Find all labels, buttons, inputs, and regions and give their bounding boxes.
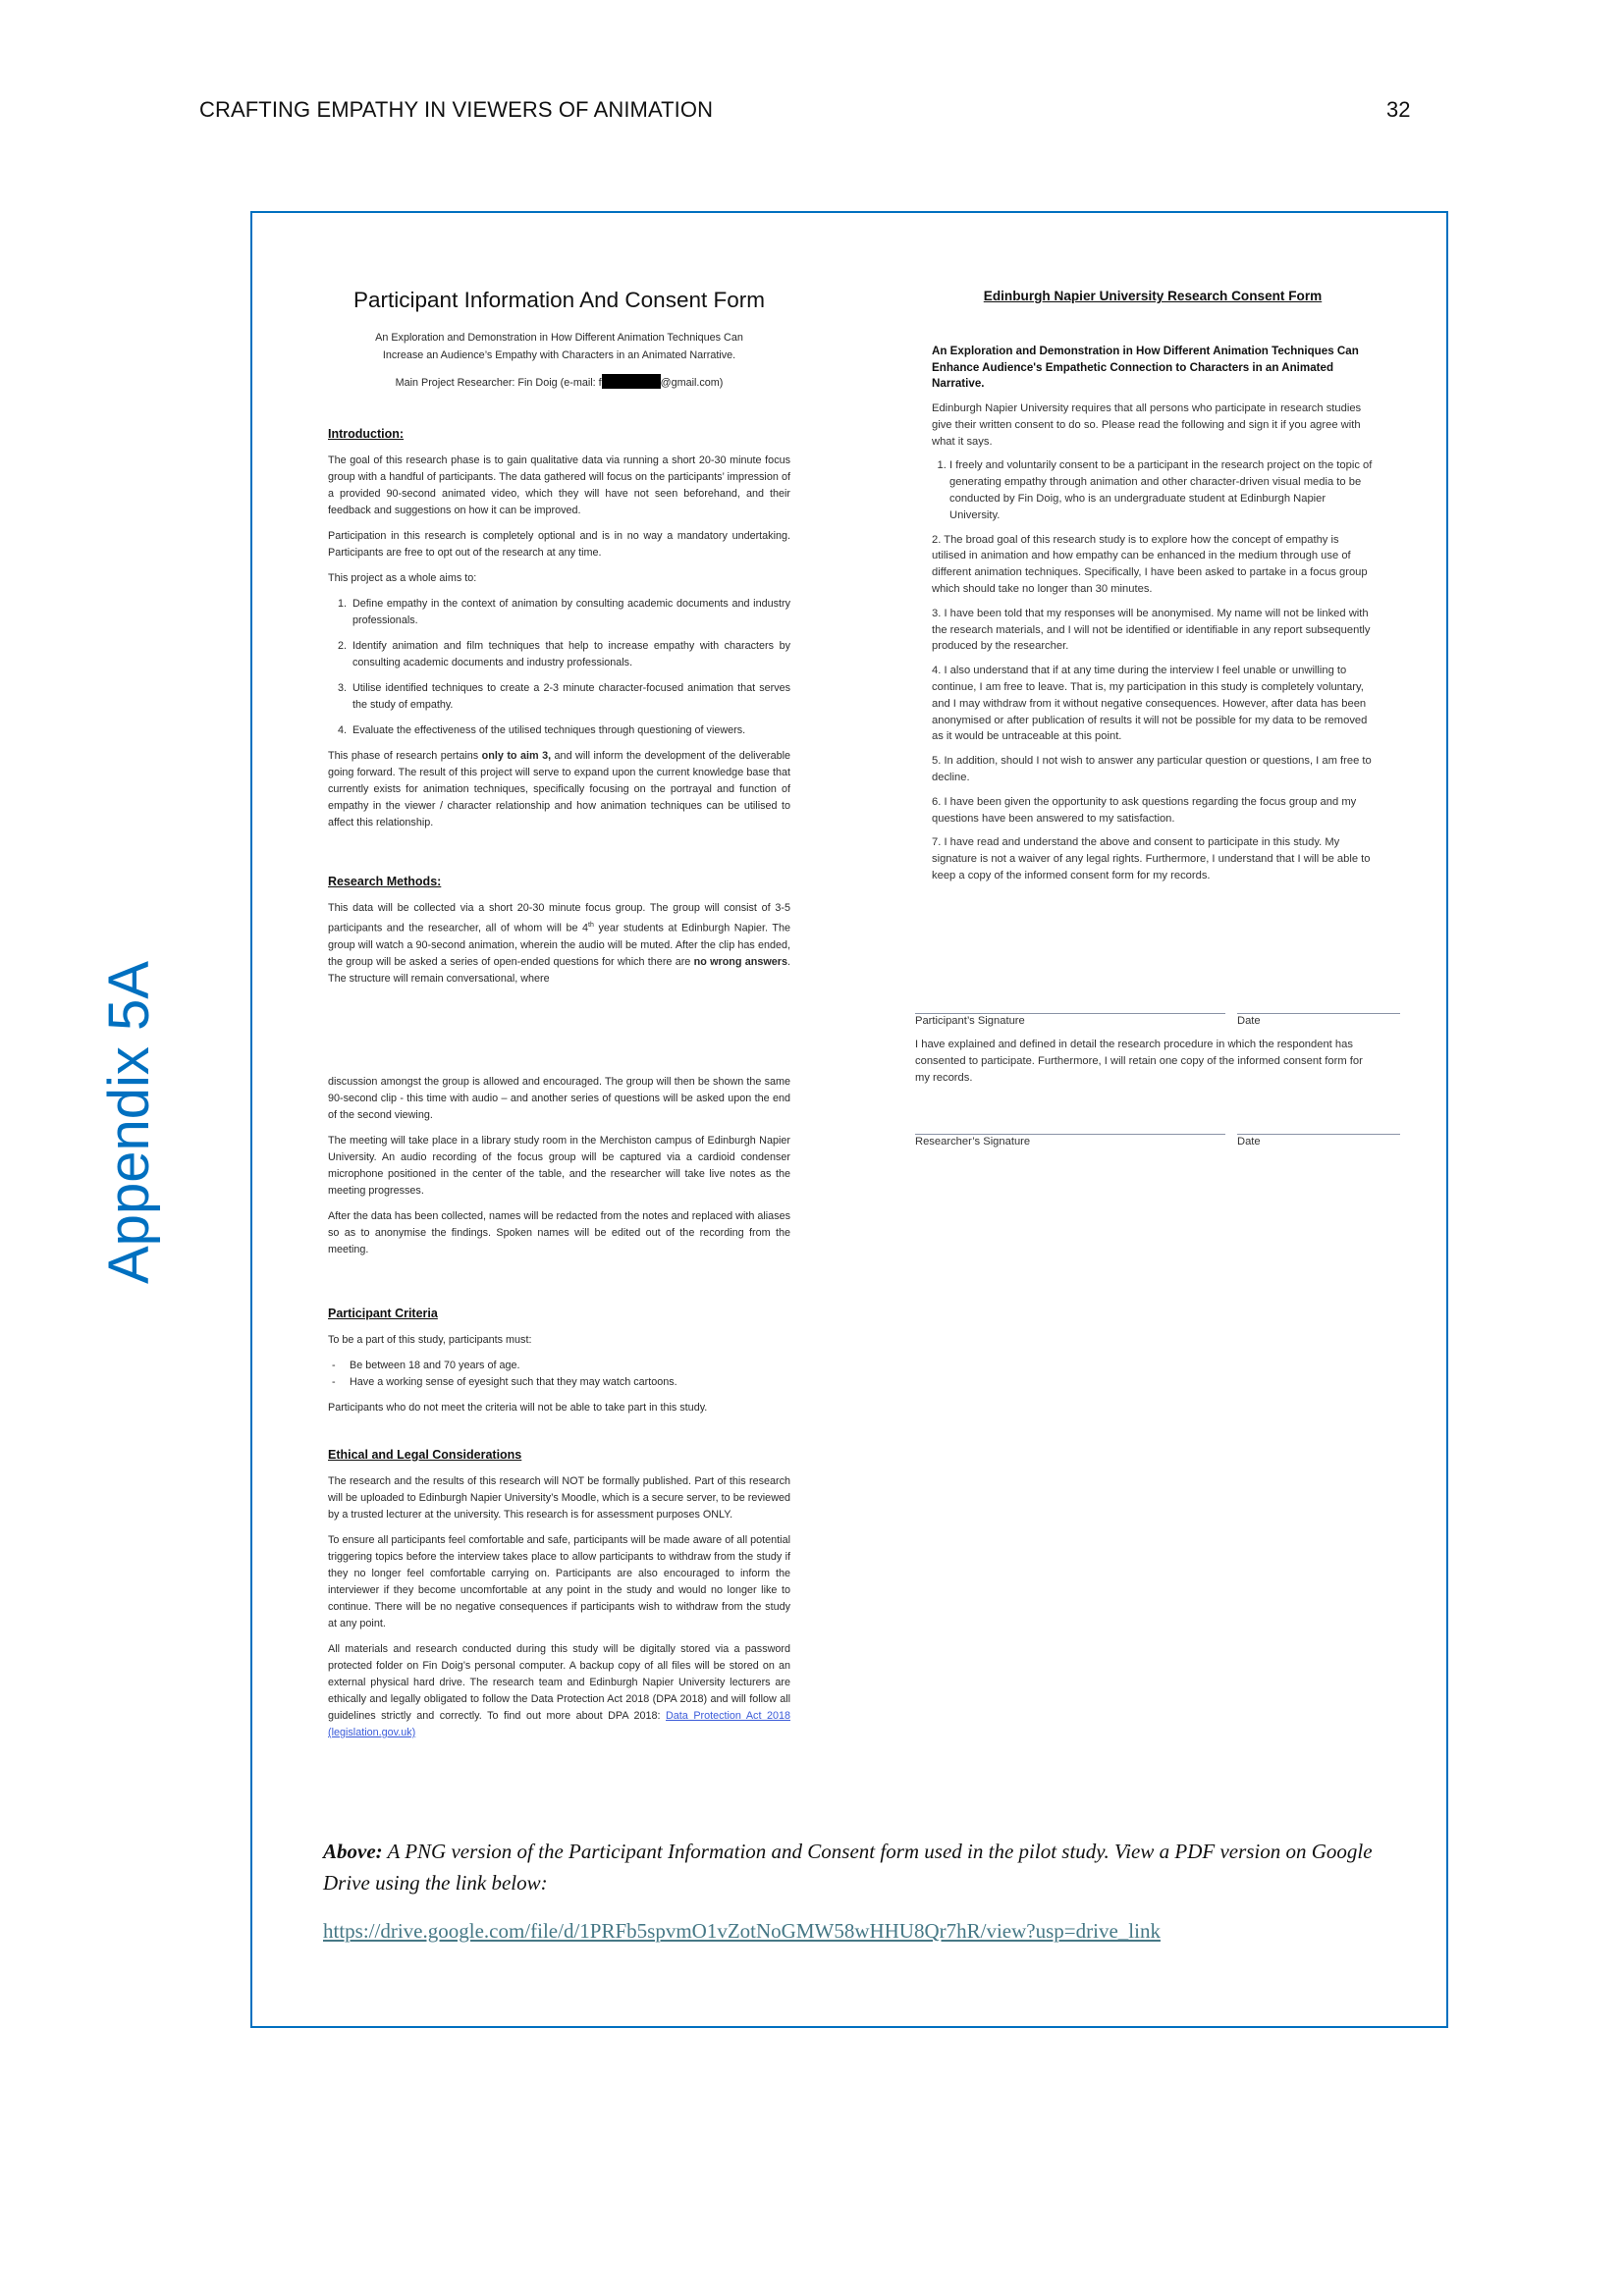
aims-intro: This project as a whole aims to:	[328, 572, 477, 584]
participant-date-label: Date	[1237, 1015, 1261, 1027]
intro-paragraph: The goal of this research phase is to gain qualitative data via running a short 20-30 minute focus group with a handful of participants. The data gathered will focus on the participants’ impression of a provided 90-second animated video, which they will have not seen beforehand, and their feedback and suggestions on how it can be improved.	[328, 454, 790, 516]
aim-item: 4. Evaluate the effectiveness of the utilised techniques through questioning of viewers.	[350, 722, 790, 739]
aims-list	[328, 596, 790, 739]
ethics-section	[328, 1447, 790, 1750]
text: All materials and research conducted during this study will be digitally stored via a password protected folder on Fin Doig’s personal computer. A backup copy of all files will be stored on an external physical hard drive. The research team and Edinburgh Napier University lecturers are ethically and legally obligated to follow the Data Protection Act 2018 (DPA 2018) and will follow all guidelines strictly and correctly. To find out more about DPA 2018:	[328, 1643, 790, 1722]
methods-section	[328, 874, 790, 996]
consent-item: 1. I freely and voluntarily consent to be a participant in the research project on the topic of generating empathy through animation and other character-driven visual media to be conducted by Fin Doig, who is an undergraduate student at Edinburgh Napier University.	[949, 457, 1374, 523]
participant-signature-label: Participant’s Signature	[915, 1015, 1025, 1027]
info-form-subtitle	[328, 329, 790, 364]
info-form-title: Participant Information And Consent Form	[353, 288, 765, 312]
consent-item: 7. I have read and understand the above and consent to participate in this study. My signature is not a waiver of any legal rights. Furthermore, I understand that I will be able to keep a copy of the informed consent form for my records.	[932, 836, 1371, 881]
criteria-item: - Have a working sense of eyesight such that they may watch cartoons.	[328, 1374, 790, 1391]
aim-item: 2. Identify animation and film techniques that help to increase empathy with characters by consulting academic documents and industry professionals.	[350, 638, 790, 671]
subtitle-line-1: An Exploration and Demonstration in How Different Animation Techniques Can	[375, 332, 743, 344]
methods-paragraph: The meeting will take place in a library study room in the Merchiston campus of Edinburgh Napier University. An audio recording of the focus group will be captured via a cardioid condenser microphone positioned in the center of the table, and the researcher will take live notes as the meeting progresses.	[328, 1135, 790, 1197]
caption-text: A PNG version of the Participant Information and Consent form used in the pilot study. View a PDF version on Google Drive using the link below:	[323, 1840, 1373, 1895]
text: and will inform the development of the deliverable going forward. The result of this project will serve to expand upon the current knowledge base that currently exists for animation techniques, specifically focusing on the portrayal and function of empathy in the viewer / character relationship and how animation techniques can be utilised to affect this relationship.	[328, 750, 790, 828]
criteria-intro: To be a part of this study, participants must:	[328, 1334, 532, 1346]
methods-paragraph: After the data has been collected, names will be redacted from the notes and replaced with aliases so as to anonymise the findings. Spoken names will be edited out of the recording from the meeting.	[328, 1210, 790, 1255]
ethics-paragraph: The research and the results of this research will NOT be formally published. Part of this research will be uploaded to Edinburgh Napier University’s Moodle, which is a secure server, to be reviewed by a trusted lecturer at the university. This research is for assessment purposes ONLY.	[328, 1475, 790, 1521]
subtitle-line-2: Increase an Audience’s Empathy with Characters in an Animated Narrative.	[382, 349, 736, 361]
criteria-item: - Be between 18 and 70 years of age.	[328, 1358, 790, 1374]
consent-body	[932, 400, 1374, 892]
text: year students at Edinburgh Napier. The group will watch a 90-second animation, wherein the audio will be muted. After the clip has ended, the group will be asked a series of open-ended questions for which there are	[328, 922, 791, 968]
introduction-heading: Introduction:	[328, 427, 405, 441]
researcher-date-line[interactable]	[1237, 1134, 1400, 1135]
google-drive-link[interactable]: https://drive.google.com/file/d/1PRFb5spvmO1vZotNoGMW58wHHU8Qr7hR/view?usp=drive_link	[323, 1919, 1161, 1943]
methods-heading: Research Methods:	[328, 875, 442, 888]
text: . The structure will remain conversational, where	[328, 955, 790, 985]
bold-text: no wrong answers	[693, 955, 787, 968]
text: This data will be collected via a short 20-30 minute focus group. The group will consist of 3-5 participants and the researcher, all of whom will be 4	[328, 902, 790, 934]
appendix-label: Appendix 5A	[97, 961, 161, 1284]
researcher-signature-label: Researcher’s Signature	[915, 1136, 1031, 1148]
consent-item: 4. I also understand that if at any time during the interview I feel unable or unwilling to continue, I am free to leave. That is, my participation in this study is completely voluntary, and I may withdraw from it without negative consequences. However, after data has been anonymised or after publication of results it will not be possible for my data to be removed as it would be untraceable at this point.	[932, 665, 1368, 743]
ethics-paragraph: To ensure all participants feel comfortable and safe, participants will be made aware of all potential triggering topics before the interview takes place to allow participants to withdraw from the study if they no longer feel comfortable carrying on. Participants are also encouraged to inform the interviewer if they become uncomfortable at any point in the study and would no longer like to continue. There will be no negative consequences if participants wish to withdraw from the study at any point.	[328, 1534, 790, 1629]
criteria-list	[328, 1358, 790, 1391]
introduction-section	[328, 426, 790, 840]
consent-item: 5. In addition, should I not wish to answer any particular question or questions, I am free to decline.	[932, 755, 1372, 783]
consent-first-item	[932, 457, 1374, 523]
consent-item: 3. I have been told that my responses will be anonymised. My name will not be linked with the research materials, and I will not be identified or identifiable in any report subsequently produced by the researcher.	[932, 607, 1371, 653]
consent-intro: Edinburgh Napier University requires that all persons who participate in research studies give their written consent to do so. Please read the following and sign it if you agree with what it says.	[932, 402, 1362, 448]
phase-paragraph	[328, 748, 790, 831]
superscript: th	[588, 922, 594, 929]
aim-item: 3. Utilise identified techniques to create a 2-3 minute character-focused animation that serves the study of empathy.	[350, 680, 790, 714]
participation-paragraph: Participation in this research is completely optional and is in no way a mandatory undertaking. Participants are free to opt out of the research at any time.	[328, 530, 790, 559]
consent-item: 2. The broad goal of this research study is to explore how the concept of empathy is utilised in animation and how empathy can be enhanced in the medium through use of different animation techniques. Specifically, I have been asked to partake in a focus group which should take no longer than 30 minutes.	[932, 533, 1368, 595]
criteria-section	[328, 1306, 790, 1425]
consent-item: 6. I have been given the opportunity to ask questions regarding the focus group and my questions have been answered to my satisfaction.	[932, 795, 1357, 825]
figure-caption	[323, 1836, 1374, 1898]
researcher-line	[328, 374, 790, 389]
researcher-signature-line[interactable]	[915, 1134, 1225, 1135]
aim-item: 1. Define empathy in the context of animation by consulting academic documents and industry professionals.	[350, 596, 790, 629]
consent-form-title: Edinburgh Napier University Research Consent Form	[983, 289, 1323, 303]
criteria-outro: Participants who do not meet the criteria will not be able to take part in this study.	[328, 1402, 708, 1414]
redaction-box	[602, 374, 661, 389]
page-number: 32	[1386, 97, 1411, 122]
criteria-heading: Participant Criteria	[328, 1307, 438, 1320]
dpa-link[interactable]: Data Protection Act 2018 (legislation.gov.uk)	[328, 1710, 790, 1738]
running-head: CRAFTING EMPATHY IN VIEWERS OF ANIMATION	[199, 97, 714, 122]
researcher-prefix: Main Project Researcher: Fin Doig (e-mail: f	[395, 377, 602, 389]
caption-lead: Above:	[323, 1840, 383, 1863]
ethics-heading: Ethical and Legal Considerations	[328, 1448, 522, 1462]
methods-paragraph: discussion amongst the group is allowed and encouraged. The group will then be shown the same 90-second clip - this time with audio – and another series of questions will be asked upon the end of the second viewing.	[328, 1076, 790, 1121]
ethics-paragraph	[328, 1641, 790, 1741]
consent-form-heading: An Exploration and Demonstration in How Different Animation Techniques Can Enhance Audience's Empathetic Connection to Characters in an Animated Narrative.	[932, 345, 1359, 390]
methods-paragraph	[328, 900, 790, 988]
researcher-statement: I have explained and defined in detail the research procedure in which the respondent has consented to participate. Furthermore, I will retain one copy of the informed consent form for my records.	[915, 1039, 1363, 1084]
researcher-date-label: Date	[1237, 1136, 1261, 1148]
participant-date-line[interactable]	[1237, 1013, 1400, 1014]
text: This phase of research pertains	[328, 750, 482, 762]
participant-signature-line[interactable]	[915, 1013, 1225, 1014]
researcher-suffix: @gmail.com)	[660, 377, 724, 389]
bold-text: only to aim 3,	[481, 750, 552, 762]
methods-continued	[328, 1074, 790, 1267]
